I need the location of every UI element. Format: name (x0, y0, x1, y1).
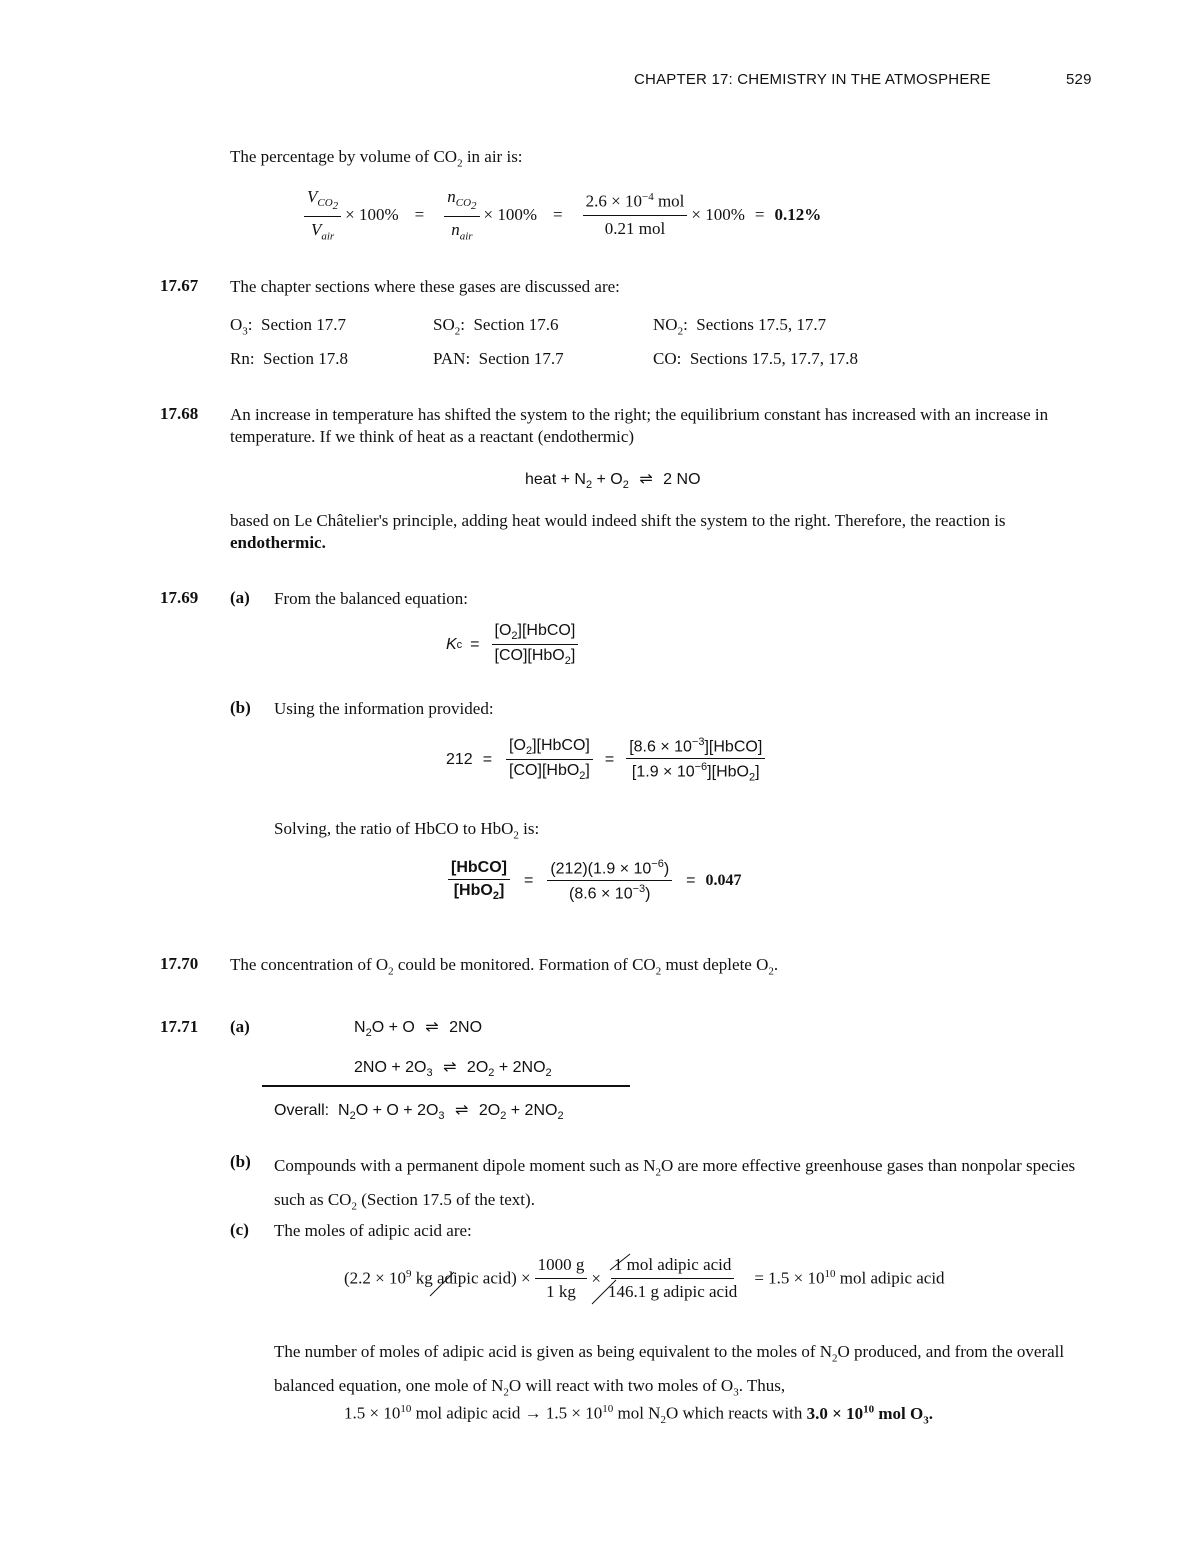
p1768-equation: heat + $N_2 + O_2$ ⇌ 2 NO (525, 469, 701, 492)
p1770-text: The concentration of $O_2$ could be monitored. Formation of $CO_2$ must deplete $O_2$. (230, 955, 779, 978)
co2-result: 0.12% (774, 204, 822, 224)
ratio-equation: $\frac{\text{[HbCO]}}{[HbO_2]}$ = $\frac{(212)(1.9 \times 10^{-6})}{(8.6 \times 10^{-3})}$ = 0.047 (444, 858, 742, 904)
kc-expression: K c = $\frac{[O_2][HbCO]}{[CO][HbO_2]}$ (446, 622, 582, 667)
p1771-b-label: (b) (230, 1152, 251, 1171)
co2-equation: $\frac{V_{CO_2}}{V_{air}}$ × 100% = $\frac{n_{CO_2}}{n_{air}}$ × 100% = $\frac{2.6 \times 10^{-4} mol}{\text{0.21 mol}}$ × 100% = 0.12% (300, 186, 821, 244)
problem-number-1768: 17.68 (160, 404, 199, 423)
cancel-marks (420, 1252, 640, 1308)
p1771-c-text: The moles of adipic acid are: (274, 1221, 472, 1240)
p1771-c-label: (c) (230, 1220, 249, 1239)
b-equation: 212 = $\frac{[O_2][HbCO]}{[CO][HbO_2]}$ = $\frac{[8.6 \times 10^{-3}][HbCO]}{[1.9 \times 10^{-6}][HbO_2]}$ (446, 736, 769, 784)
p1767-text: The chapter sections where these gases are discussed are: (230, 277, 620, 296)
p1767-co: CO: Sections 17.5, 17.7, 17.8 (653, 349, 858, 368)
p1769-b-text: Using the information provided: (274, 699, 494, 718)
p1768-text: An increase in temperature has shifted the system to the right; the equilibrium constant has increased with an increase in temperature. If we think of heat as a reactant (endothermic) (230, 405, 1049, 447)
sum-rule (262, 1085, 630, 1087)
p1769-solve-text: Solving, the ratio of HbCO to HbO$_2$ is: (274, 819, 540, 842)
problem-number-1767: 17.67 (160, 276, 199, 295)
p1771-eq1: $N_2O + O$ ⇌ 2NO (354, 1017, 483, 1040)
p1767-rn: Rn: Section 17.8 (230, 349, 349, 368)
p1767-no2: $NO_2$: Sections 17.5, 17.7 (653, 315, 827, 338)
chapter-header: CHAPTER 17: CHEMISTRY IN THE ATMOSPHERE (634, 71, 991, 88)
p1768-conclusion: based on Le Châtelier's principle, adding heat would indeed shift the system to the right. Therefore, the reaction is endothermic. (230, 511, 1006, 553)
page-number: 529 (1066, 71, 1092, 88)
p1771-eq2: $2NO + 2O_3$ ⇌ $2O_2 + 2NO_2$ (354, 1057, 552, 1080)
p1771-b-text: Compounds with a permanent dipole moment such as $N_2O$ are more effective greenhouse gases than nonpolar species such as $CO_2$ (Section 17.5 of the text). (274, 1156, 1076, 1213)
p1767-o3: $O_3$: Section 17.7 (230, 315, 346, 338)
p1771-final: $1.5 \times 10^{10}$ mol adipic acid → $1.5 \times 10^{10}$ mol $N_2O$ which reacts with $3.0 \times 10^{10}$ mol $O_3$. (344, 1403, 933, 1427)
p1771-a-label: (a) (230, 1017, 250, 1036)
ratio-result: 0.047 (705, 871, 742, 889)
problem-number-1771: 17.71 (160, 1017, 199, 1036)
p1771-overall: Overall: $N_2O + O + 2O_3$ ⇌ $2O_2 + 2NO_2$ (274, 1100, 564, 1123)
p1769-b-label: (b) (230, 698, 251, 717)
p1767-so2: $SO_2$: Section 17.6 (433, 315, 559, 338)
problem-number-1770: 17.70 (160, 954, 199, 973)
problem-number-1769: 17.69 (160, 588, 199, 607)
p1769-a-text: From the balanced equation: (274, 589, 469, 608)
p1769-a-label: (a) (230, 588, 250, 607)
p1771-c-para: The number of moles of adipic acid is given as being equivalent to the moles of $N_2O$ produced, and from the overall balanced equation, one mole of $N_2O$ will react with two moles of $O_3$. Thus, (274, 1342, 1065, 1399)
p1767-pan: PAN: Section 17.7 (433, 349, 564, 368)
co2-intro: The percentage by volume of $CO_2$ in air is: (230, 147, 523, 170)
adipic-equation: ($2.2 \times 10^9$ kg adipic acid) × $\frac{1000 g}{1 kg}$ × $\frac{\text{1 mol adipic acid}}{\text{146.1 g adipic acid}}$ = $1.5 \times 10^{10}$ mol adipic acid (344, 1255, 945, 1302)
